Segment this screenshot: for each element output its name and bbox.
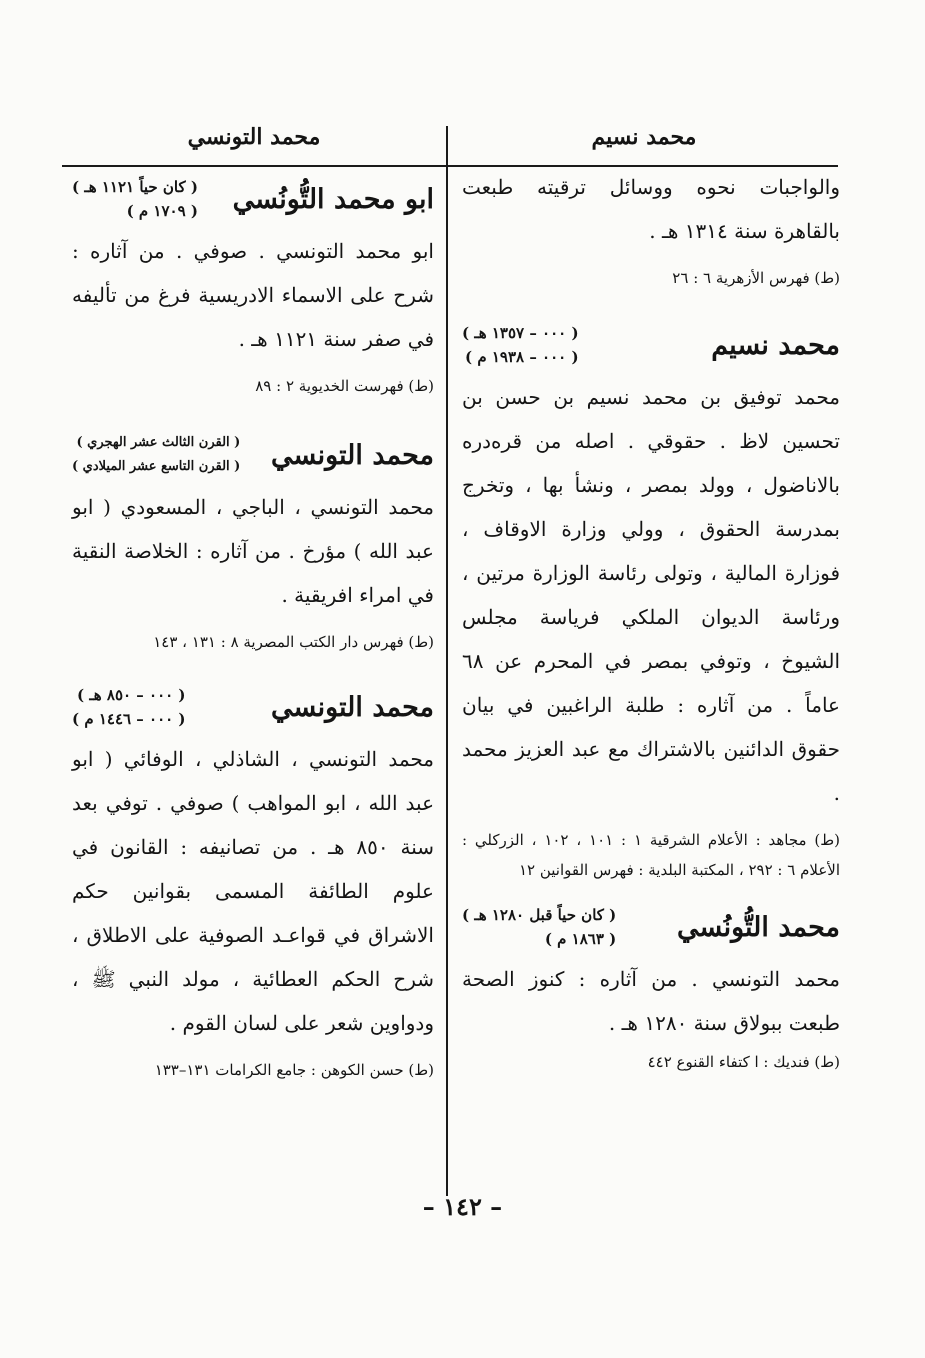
dates-hijri: ( القرن الثالث عشر الهجري ): [76, 435, 241, 450]
entry-source: (ط) فهرست الخديوية ٢ : ٨٩: [255, 377, 434, 395]
entry-source: (ط) حسن الكوهن : جامع الكرامات ١٣١–١٣٣: [154, 1061, 434, 1079]
dates-gregorian: ( ٠٠٠ – ١٤٤٦ م ): [72, 710, 186, 728]
dates-hijri: ( ٠٠٠ – ٨٥٠ هـ ): [77, 686, 186, 704]
dates-gregorian: ( ١٨٦٣ م ): [544, 930, 617, 948]
entry-header: [72, 175, 434, 223]
entry-dates: [462, 321, 579, 369]
entry-source: (ط) فهرس دار الكتب المصرية ٨ : ١٣١ ، ١٤٣: [153, 633, 434, 651]
page-number: – ١٤٢ –: [422, 1192, 503, 1221]
entry-abu-muhammad-tunisi: [72, 175, 434, 401]
entry-dates: [72, 431, 240, 479]
entry-body: محمد التونسي . من آثاره : كنوز الصحة طبعت ببولاق سنة ١٢٨٠ هـ .: [462, 967, 840, 1035]
entry-name: محمد نسيم: [711, 329, 840, 361]
continuation-text: والواجبات نحوه ووسائل ترقيته طبعت بالقاهرة سنة ١٣١٤ هـ .: [462, 175, 840, 243]
entry-name: محمد التونسي: [270, 439, 434, 471]
right-column: [462, 165, 840, 1095]
dates-gregorian: ( ٠٠٠ – ١٩٣٨ م ): [465, 348, 579, 366]
entry-body: محمد التونسي ، الشاذلي ، الوفائي ( ابو عبد الله ، ابو المواهب ) صوفي . توفي بعد سنة ٨٥٠ هـ . من تصانيفه : القانون في علوم الطائفة المسمى بقوانين حكم الاشراق في قواعـد الصوفية على الاطلاق ، شرح الحكم العطائية ، مولد النبي ﷺ ، ودواوين شعر على لسان القوم .: [72, 747, 434, 1035]
entry-muhammad-nasim: [462, 321, 840, 885]
dates-gregorian: ( القرن التاسع عشر الميلادي ): [72, 459, 241, 474]
entry-name: ابو محمد التُّونُسي: [232, 183, 434, 215]
dates-gregorian: ( ١٧٠٩ م ): [126, 202, 198, 220]
entry-header: [72, 431, 434, 479]
entry-body: ابو محمد التونسي . صوفي . من آثاره : شرح على الاسماء الادريسية فرغ من تأليفه في صفر سنة ١١٢١ هـ .: [72, 239, 434, 351]
entry-source: (ط) مجاهد : الأعلام الشرقية ١ : ١٠١ ، ١٠٢ ، الزركلي : الأعلام ٦ : ٢٩٢ ، المكتبة البلدية : فهرس القوانين ١٢: [462, 831, 840, 879]
left-column-title: محمد التونسي: [187, 124, 321, 150]
entry-muhammad-tunisi-1280: [462, 903, 840, 1077]
entry-dates: [72, 683, 186, 731]
entry-header: [462, 321, 840, 369]
entry-header: [462, 903, 840, 951]
dates-hijri: ( كان حياً ١١٢١ هـ ): [72, 178, 198, 196]
entry-muhammad-tunisi-baji: [72, 431, 434, 657]
dates-hijri: ( كان حياً قبل ١٢٨٠ هـ ): [462, 906, 617, 924]
left-column: [72, 165, 434, 1103]
entry-name: محمد التونسي: [270, 691, 434, 723]
entry-body: محمد توفيق بن محمد نسيم بن حسن بن تحسين لاظ . حقوقي . اصله من قره‌دره بالاناضول ، وولد بمصر ، ونشأ بها ، وتخرج بمدرسة الحقوق ، وولي وزارة الاوقاف ، فوزارة المالية ، وتولى رئاسة الوزارة مرتين ، ورئاسة الديوان الملكي فرياسة مجلس الشيوخ ، وتوفي بمصر في المحرم عن ٦٨ عاماً . من آثاره : طلبة الراغبين في بيان حقوق الدائنين بالاشتراك مع عبد العزيز محمد .: [462, 385, 840, 805]
right-column-title: محمد نسيم: [591, 124, 697, 150]
entry-source: (ط) فنديك : ا كتفاء القنوع ٤٤٢: [647, 1053, 840, 1071]
entry-body: محمد التونسي ، الباجي ، المسعودي ( ابو عبد الله ) مؤرخ . من آثاره : الخلاصة النقية في امراء افريقية .: [72, 495, 434, 607]
entry-header: [72, 683, 434, 731]
column-divider: [446, 126, 448, 1196]
continuation-source: (ط) فهرس الأزهرية ٦ : ٢٦: [672, 269, 840, 287]
entry-muhammad-tunisi-shadhili: [72, 683, 434, 1085]
entry-dates: [72, 175, 198, 223]
entry-dates: [462, 903, 616, 951]
dates-hijri: ( ٠٠٠ – ١٣٥٧ هـ ): [462, 324, 579, 342]
entry-name: محمد التُّونُسي: [676, 911, 840, 943]
